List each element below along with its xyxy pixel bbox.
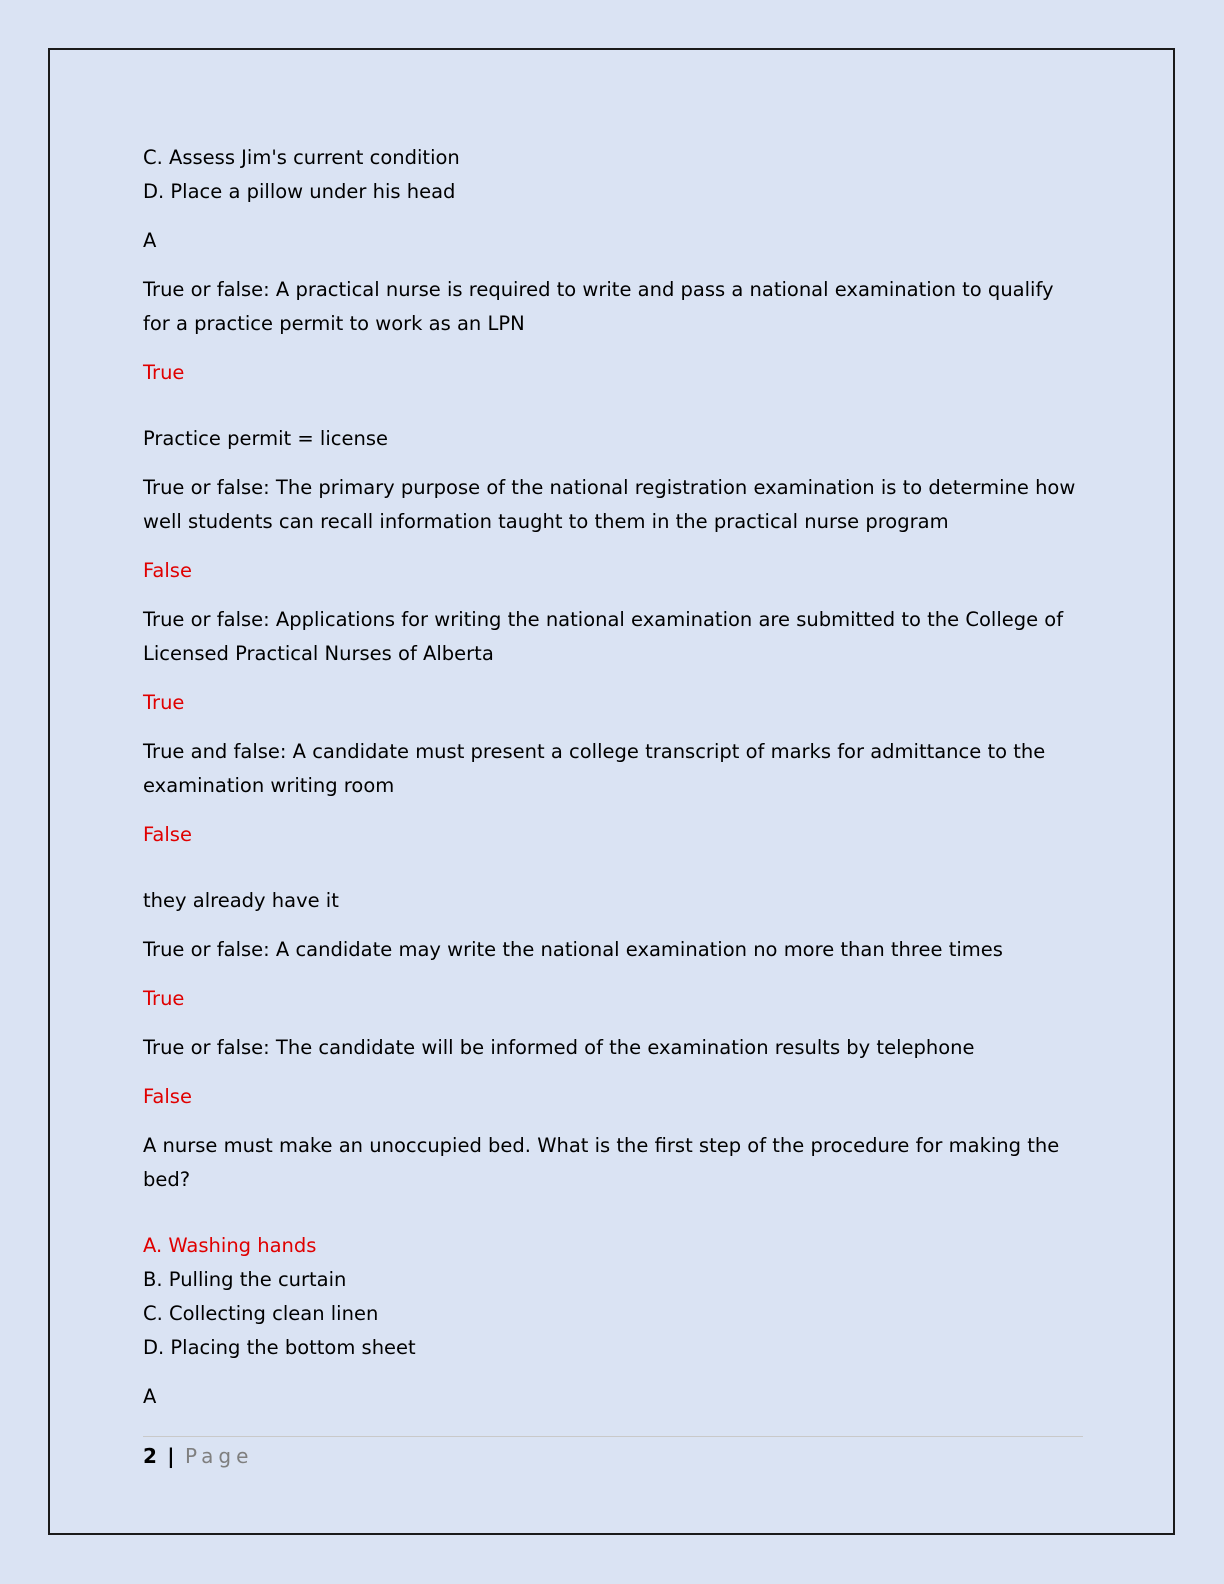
option-c-line: C. Collecting clean linen	[143, 1302, 379, 1325]
note-line: Practice permit = license	[143, 427, 388, 450]
answer-line: False	[143, 823, 192, 846]
option-d-line: D. Placing the bottom sheet	[143, 1336, 416, 1359]
page-label: Page	[184, 1444, 254, 1468]
option-b-line: B. Pulling the curtain	[143, 1268, 347, 1291]
page-footer	[143, 1436, 1083, 1473]
question-line: True or false: The primary purpose of the national registration examination is to determine how well students can recall information taught to them in the practical nurse program	[143, 476, 1076, 533]
question-line: True or false: A candidate may write the national examination no more than three times	[143, 938, 1003, 961]
answer-line: False	[143, 1085, 192, 1108]
page-number: 2	[143, 1444, 157, 1468]
note-line: they already have it	[143, 889, 339, 912]
document-body	[143, 141, 1083, 1414]
question-line: True and false: A candidate must present a college transcript of marks for admittance to the examination writing room	[143, 740, 1046, 797]
answer-line: True	[143, 691, 185, 714]
answer-line: A	[143, 229, 157, 252]
question-line: True or false: The candidate will be informed of the examination results by telephone	[143, 1036, 975, 1059]
option-a-line: A. Washing hands	[143, 1234, 317, 1257]
option-d-line: D. Place a pillow under his head	[143, 180, 456, 203]
question-line: True or false: Applications for writing the national examination are submitted to the College of Licensed Practical Nurses of Alberta	[143, 608, 1064, 665]
question-line: A nurse must make an unoccupied bed. What is the first step of the procedure for making the bed?	[143, 1134, 1060, 1191]
answer-line: False	[143, 559, 192, 582]
answer-line: True	[143, 987, 185, 1010]
footer-separator: |	[167, 1444, 175, 1468]
answer-line: True	[143, 361, 185, 384]
option-c-line: C. Assess Jim's current condition	[143, 146, 460, 169]
question-line: True or false: A practical nurse is required to write and pass a national examination to qualify for a practice permit to work as an LPN	[143, 278, 1054, 335]
answer-line: A	[143, 1385, 157, 1408]
